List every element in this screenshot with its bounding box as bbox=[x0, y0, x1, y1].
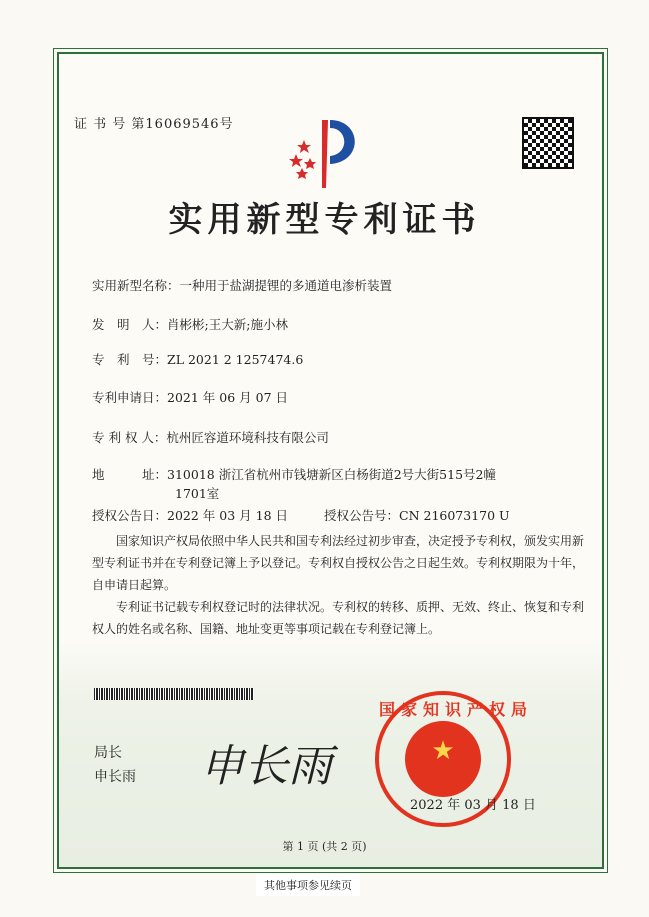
field-value: 杭州匠容道环境科技有限公司 bbox=[166, 430, 329, 445]
field-value: ZL 2021 2 1257474.6 bbox=[167, 352, 304, 367]
field-utility-model-name bbox=[92, 276, 392, 294]
field-value: 肖彬彬;王大新;施小林 bbox=[167, 317, 288, 332]
barcode bbox=[94, 688, 254, 700]
certificate-number: 证 书 号 第16069546号 bbox=[74, 117, 234, 132]
field-patentee bbox=[92, 428, 329, 446]
national-emblem-icon: ★ bbox=[405, 721, 481, 797]
legal-paragraph-2: 专利证书记载专利权登记时的法律状况。专利权的转移、质押、无效、终止、恢复和专利权人的姓名或名称、国籍、地址变更等事项记载在专利登记簿上。 bbox=[92, 600, 585, 636]
field-value: CN 216073170 U bbox=[399, 508, 510, 523]
cnipa-logo-icon bbox=[282, 112, 372, 192]
field-address bbox=[92, 465, 496, 483]
field-label: 授权公告号： bbox=[324, 508, 400, 523]
field-label: 地 址： bbox=[92, 467, 168, 482]
field-grant-date bbox=[92, 506, 288, 524]
certificate-title: 实用新型专利证书 bbox=[168, 200, 481, 240]
field-label: 专 利 号： bbox=[92, 352, 168, 367]
field-value: 2021 年 06 月 07 日 bbox=[167, 390, 289, 405]
field-value: 2022 年 03 月 18 日 bbox=[167, 508, 289, 523]
field-label: 专利申请日： bbox=[92, 390, 168, 405]
footer-note: 其他事项参见续页 bbox=[256, 874, 360, 896]
field-label: 授权公告日： bbox=[92, 508, 168, 523]
signature: 申长雨 bbox=[200, 741, 332, 792]
field-label: 发 明 人： bbox=[92, 317, 168, 332]
field-address-line2: 1701室 bbox=[175, 486, 220, 501]
field-value: 310018 浙江省杭州市钱塘新区白杨街道2号大街515号2幢 bbox=[167, 467, 496, 482]
seal-text: 国家知识产权局 bbox=[379, 700, 534, 719]
seal-date: 2022 年 03 月 18 日 bbox=[410, 798, 536, 813]
field-inventors bbox=[92, 315, 288, 333]
signer-title: 局长 bbox=[94, 745, 122, 761]
field-label: 实用新型名称： bbox=[92, 278, 180, 293]
field-patent-number bbox=[92, 350, 303, 368]
qr-code bbox=[522, 117, 574, 169]
legal-paragraph-1: 国家知识产权局依照中华人民共和国专利法经过初步审查，决定授予专利权，颁发实用新型专利证书并在专利登记簿上予以登记。专利权自授权公告之日起生效。专利权期限为十年，自申请日起算。 bbox=[92, 534, 585, 592]
field-value: 一种用于盐湖提锂的多通道电渗析装置 bbox=[179, 278, 393, 293]
field-label: 专 利 权 人： bbox=[92, 430, 167, 445]
signer-name: 申长雨 bbox=[94, 769, 136, 785]
field-application-date bbox=[92, 388, 288, 406]
field-grant-number bbox=[324, 506, 510, 524]
page-indicator: 第 1 页 (共 2 页) bbox=[282, 840, 367, 853]
